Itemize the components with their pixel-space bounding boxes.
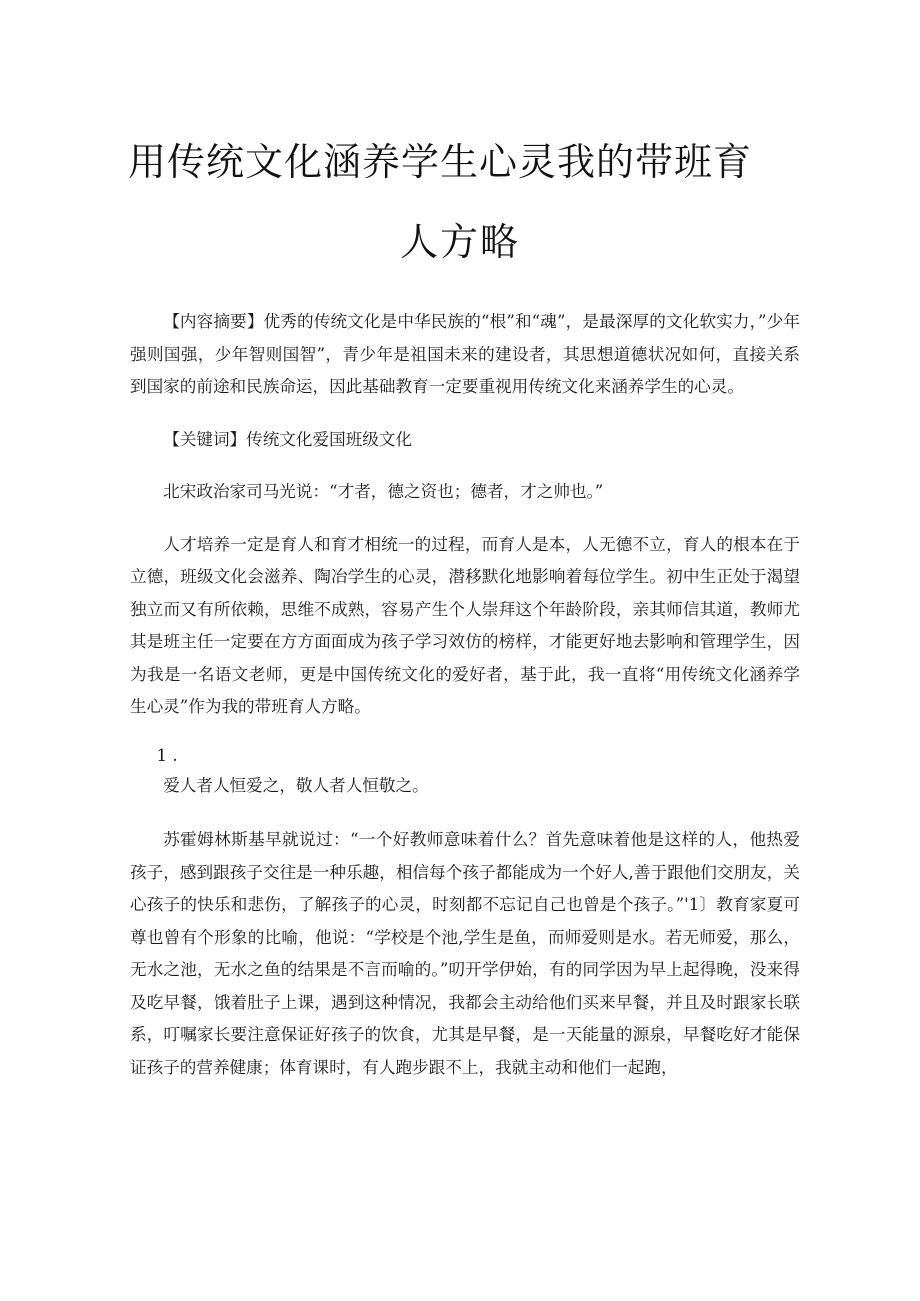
- document-title-line2: 人方略: [399, 220, 520, 264]
- keywords-line: 【关键词】传统文化爱国班级文化: [163, 429, 413, 449]
- body-paragraph-2: 苏霍姆林斯基早就说过：“一个好教师意味着什么？首先意味着他是这样的人，他热爱孩子，感到跟孩子交往是一种乐趣，相信每个孩子都能成为一个好人,善于跟他们交朋友，关心孩子的快乐和悲伤，了解孩子的心灵，时刻都不忘记自己也曾是个孩子。”'1〕教育家夏可尊也曾有个形象的比喻，他说：“学校是个池,学生是鱼，而师爱则是水。若无师爱，那么，无水之池，无水之鱼的结果是不言而喻的。”叨开学伊始，有的同学因为早上起得晚，没来得及吃早餐，饿着肚子上课，遇到这种情况，我都会主动给他们买来早餐，并且及时跟家长联系，叮嘱家长要注意保证好孩子的饮食，尤其是早餐，是一天能量的源泉，早餐吃好才能保证孩子的营养健康；体育课时，有人跑步跟不上，我就主动和他们一起跑，: [130, 830, 800, 1077]
- quote-line: 北宋政治家司马光说：“才者，德之资也；德者，才之帅也。”: [163, 482, 604, 501]
- section-heading: 爱人者人恒爱之，敬人者人恒敬之。: [163, 775, 429, 795]
- section-number: 1 .: [156, 745, 178, 765]
- body-paragraph-1: 人才培养一定是育人和育才相统一的过程，而育人是本，人无德不立，育人的根本在于立德，班级文化会滋养、陶冶学生的心灵，潜移默化地影响着每位学生。初中生正处于渴望独立而又有所依赖，思维不成熟，容易产生个人崇拜这个年龄阶段，亲其师信其道，教师尤其是班主任一定要在方方面面成为孩子学习效仿的榜样，才能更好地去影响和管理学生，因为我是一名语文老师，更是中国传统文化的爱好者，基于此，我一直将“用传统文化涵养学生心灵”作为我的带班育人方略。: [130, 534, 800, 716]
- abstract-paragraph: 【内容摘要】优秀的传统文化是中华民族的“根”和“魂”，是最深厚的文化软实力，”少年强则国强，少年智则国智”，青少年是祖国未来的建设者，其思想道德状况如何，直接关系到国家的前途和民族命运，因此基础教育一定要重视用传统文化来涵养学生的心灵。: [130, 312, 800, 396]
- document-title-line1: 用传统文化涵养学生心灵我的带班育: [128, 140, 753, 184]
- document-body: [130, 306, 800, 1104]
